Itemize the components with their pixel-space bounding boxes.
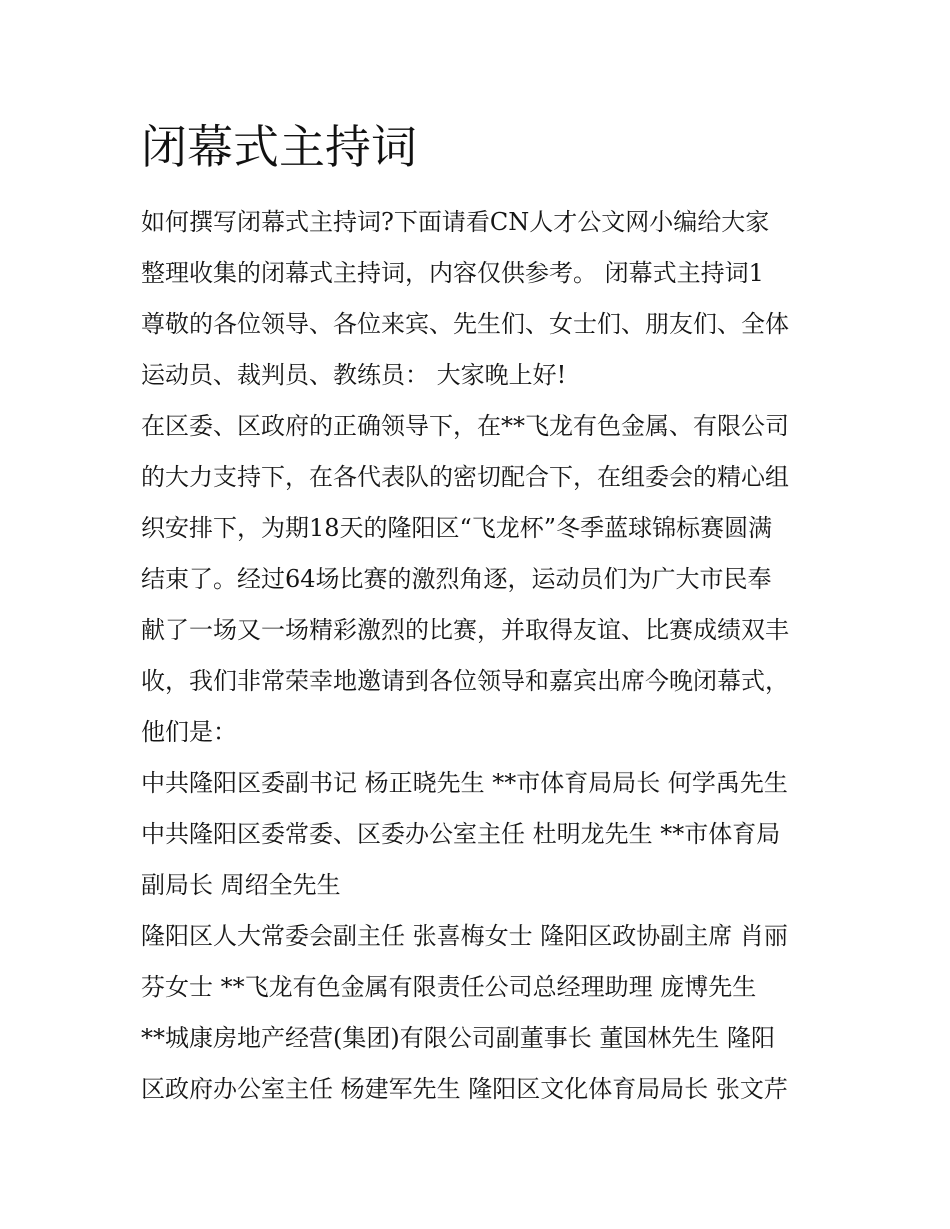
body-line: 整理收集的闭幕式主持词，内容仅供参考。 闭幕式主持词1 xyxy=(141,259,764,287)
body-line: 运动员、裁判员、教练员： 大家晚上好! xyxy=(141,361,567,389)
body-line: 收，我们非常荣幸地邀请到各位领导和嘉宾出席今晚闭幕式， xyxy=(141,667,789,695)
body-line: 尊敬的各位领导、各位来宾、先生们、女士们、朋友们、全体 xyxy=(141,310,789,338)
body-line: 副局长 周绍全先生 xyxy=(141,871,341,899)
body-line: **城康房地产经营(集团)有限公司副董事长 董国林先生 隆阳 xyxy=(141,1024,775,1052)
body-line: 芬女士 **飞龙有色金属有限责任公司总经理助理 庞博先生 xyxy=(141,973,757,1001)
document-title: 闭幕式主持词 xyxy=(141,120,417,174)
body-line: 织安排下，为期18天的隆阳区“飞龙杯”冬季蓝球锦标赛圆满 xyxy=(141,514,773,542)
body-line: 如何撰写闭幕式主持词?下面请看CN人才公文网小编给大家 xyxy=(141,208,770,236)
body-line: 隆阳区人大常委会副主任 张喜梅女士 隆阳区政协副主席 肖丽 xyxy=(141,922,788,950)
body-line: 中共隆阳区委副书记 杨正晓先生 **市体育局局长 何学禹先生 xyxy=(141,769,788,797)
body-line: 的大力支持下，在各代表队的密切配合下，在组委会的精心组 xyxy=(141,463,789,491)
body-line: 区政府办公室主任 杨建军先生 隆阳区文化体育局局长 张文芹 xyxy=(141,1075,788,1103)
body-line: 献了一场又一场精彩激烈的比赛，并取得友谊、比赛成绩双丰 xyxy=(141,616,789,644)
body-line: 中共隆阳区委常委、区委办公室主任 杜明龙先生 **市体育局 xyxy=(141,820,781,848)
body-line: 他们是： xyxy=(141,718,237,746)
body-line: 结束了。经过64场比赛的激烈角逐，运动员们为广大市民奉 xyxy=(141,565,772,593)
body-line: 在区委、区政府的正确领导下，在**飞龙有色金属、有限公司 xyxy=(141,412,789,440)
